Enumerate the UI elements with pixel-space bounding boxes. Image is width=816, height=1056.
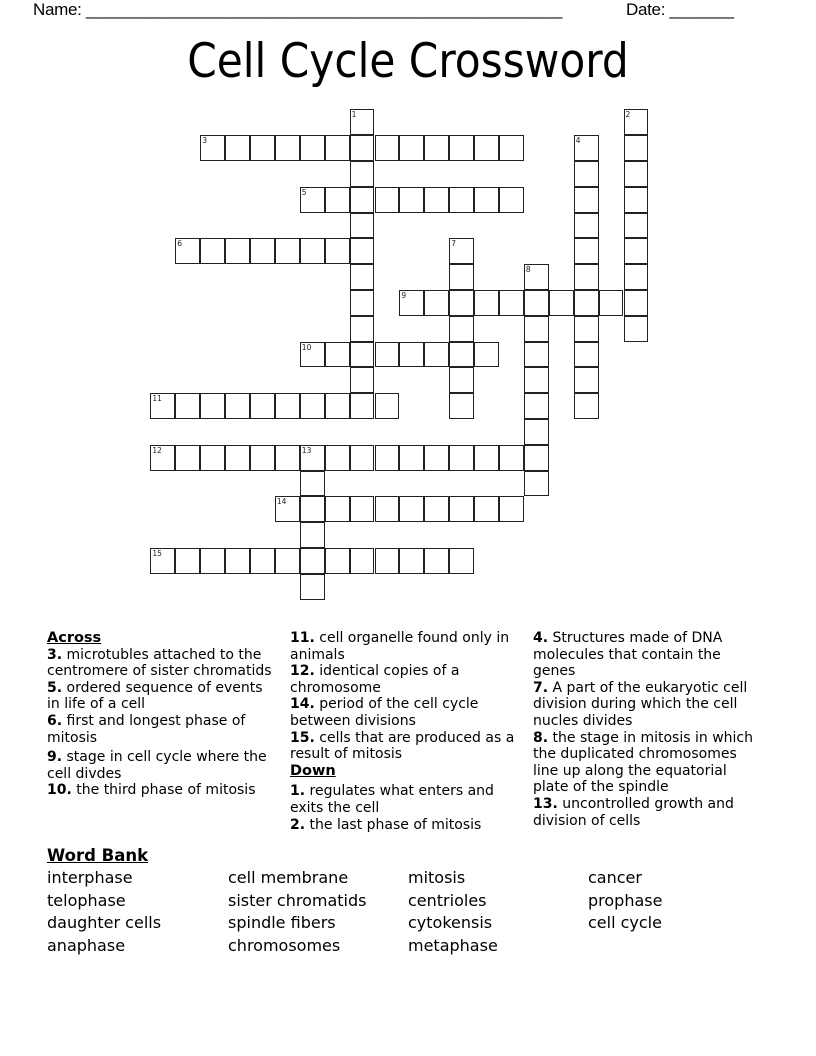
crossword-cell[interactable] <box>325 342 350 368</box>
clue-across-item <box>290 730 522 763</box>
crossword-cell[interactable] <box>350 316 375 342</box>
down-heading: Down <box>290 762 336 779</box>
crossword-cell[interactable] <box>424 135 449 161</box>
word-bank-item: sister chromatids <box>228 890 367 910</box>
clue-across-item <box>47 713 279 746</box>
clue-number-label: 2. <box>290 816 306 833</box>
crossword-cell[interactable] <box>574 393 599 419</box>
crossword-cell[interactable] <box>375 187 400 213</box>
crossword-cell[interactable] <box>375 548 400 574</box>
crossword-cell[interactable] <box>375 342 400 368</box>
clue-text: stage in cell cycle where the cell divdes <box>47 749 267 782</box>
crossword-cell[interactable] <box>325 135 350 161</box>
word-bank-heading: Word Bank <box>47 846 149 865</box>
crossword-cell[interactable] <box>250 548 275 574</box>
word-bank-item: mitosis <box>408 868 466 887</box>
crossword-cell[interactable] <box>150 445 175 471</box>
clue-down-item <box>290 783 522 816</box>
word-bank-column <box>47 867 161 957</box>
word-bank-item: interphase <box>47 868 133 887</box>
clue-number: 2 <box>625 110 631 120</box>
crossword-cell[interactable] <box>524 367 549 393</box>
crossword-cell[interactable] <box>350 213 375 239</box>
crossword-cell[interactable] <box>225 135 250 161</box>
crossword-cell[interactable] <box>225 393 250 419</box>
clue-down-item <box>533 730 765 796</box>
clue-text: period of the cell cycle between divisions <box>290 696 479 729</box>
crossword-cell[interactable] <box>300 471 325 497</box>
clue-number-label: 7. <box>533 679 549 696</box>
crossword-cell[interactable] <box>499 445 524 471</box>
word-bank-item: cell membrane <box>228 868 349 887</box>
clue-number: 5 <box>301 187 307 197</box>
crossword-cell[interactable] <box>449 290 474 316</box>
crossword-cell[interactable] <box>250 393 275 419</box>
clue-across-item <box>290 663 522 696</box>
clue-number: 11 <box>152 394 162 404</box>
clues-column-2 <box>290 630 522 833</box>
clue-down-item <box>533 630 765 680</box>
crossword-cell[interactable] <box>524 471 549 497</box>
crossword-cell[interactable] <box>449 238 474 264</box>
word-bank-column <box>588 867 662 935</box>
crossword-cell[interactable] <box>350 367 375 393</box>
crossword-cell[interactable] <box>300 342 325 368</box>
crossword-cell[interactable] <box>325 238 350 264</box>
crossword-cell[interactable] <box>175 393 200 419</box>
crossword-cell[interactable] <box>350 496 375 522</box>
crossword-cell[interactable] <box>300 187 325 213</box>
clue-across-item <box>47 647 279 680</box>
crossword-cell[interactable] <box>524 419 549 445</box>
crossword-cell[interactable] <box>350 342 375 368</box>
crossword-cell[interactable] <box>350 187 375 213</box>
crossword-cell[interactable] <box>175 445 200 471</box>
crossword-cell[interactable] <box>524 316 549 342</box>
crossword-cell[interactable] <box>474 135 499 161</box>
clue-down-item <box>290 817 522 834</box>
clue-text: microtubles attached to the centromere of sister chromatids <box>47 646 272 680</box>
clue-across-item <box>290 696 522 729</box>
crossword-cell[interactable] <box>499 135 524 161</box>
crossword-cell[interactable] <box>424 342 449 368</box>
crossword-cell[interactable] <box>350 238 375 264</box>
crossword-cell[interactable] <box>599 290 624 316</box>
crossword-cell[interactable] <box>499 187 524 213</box>
crossword-cell[interactable] <box>350 264 375 290</box>
word-bank-item: daughter cells <box>47 913 162 933</box>
clue-number-label: 11. <box>290 630 315 646</box>
crossword-cell[interactable] <box>449 316 474 342</box>
crossword-cell[interactable] <box>350 393 375 419</box>
crossword-cell[interactable] <box>250 135 275 161</box>
clue-text: cells that are produced as a result of mitosis <box>290 729 515 763</box>
crossword-cell[interactable] <box>474 342 499 368</box>
word-bank-item: metaphase <box>408 935 498 955</box>
clue-number-label: 15. <box>290 729 315 746</box>
crossword-cell[interactable] <box>499 290 524 316</box>
clue-number: 8 <box>525 265 531 275</box>
crossword-cell[interactable] <box>524 264 549 290</box>
crossword-cell[interactable] <box>424 548 449 574</box>
clue-number: 7 <box>451 239 456 249</box>
word-bank-item: prophase <box>588 890 663 910</box>
crossword-cell[interactable] <box>250 238 275 264</box>
clue-down-item <box>533 796 765 829</box>
clues-column-1 <box>47 630 279 799</box>
clue-number: 3 <box>202 136 207 146</box>
word-bank-item: cell cycle <box>588 913 662 933</box>
crossword-cell[interactable] <box>399 135 424 161</box>
across-heading: Across <box>47 630 102 646</box>
crossword-cell[interactable] <box>624 290 649 316</box>
crossword-cell[interactable] <box>275 496 300 522</box>
crossword-cell[interactable] <box>200 135 225 161</box>
crossword-cell[interactable] <box>399 496 424 522</box>
crossword-cell[interactable] <box>574 187 599 213</box>
clue-number-label: 5. <box>47 679 63 696</box>
crossword-cell[interactable] <box>624 316 649 342</box>
crossword-cell[interactable] <box>325 445 350 471</box>
clue-across-item <box>47 782 279 799</box>
crossword-cell[interactable] <box>225 445 250 471</box>
crossword-cell[interactable] <box>449 445 474 471</box>
clue-number-label: 13. <box>533 795 558 812</box>
clue-text: ordered sequence of events in life of a cell <box>47 679 263 713</box>
crossword-cell[interactable] <box>375 445 400 471</box>
word-bank-item: telophase <box>47 890 126 910</box>
crossword-cell[interactable] <box>300 445 325 471</box>
clue-down-item <box>533 680 765 730</box>
crossword-cell[interactable] <box>624 161 649 187</box>
crossword-cell[interactable] <box>624 238 649 264</box>
crossword-cell[interactable] <box>499 496 524 522</box>
clue-number-label: 4. <box>533 630 549 646</box>
crossword-cell[interactable] <box>350 290 375 316</box>
word-bank-item: anaphase <box>47 935 126 955</box>
clue-text: regulates what enters and exits the cell <box>290 783 494 816</box>
clue-number: 4 <box>575 136 581 146</box>
crossword-cell[interactable] <box>449 264 474 290</box>
crossword-cell[interactable] <box>574 367 599 393</box>
crossword-cell[interactable] <box>275 445 300 471</box>
crossword-cell[interactable] <box>150 393 175 419</box>
clue-number: 13 <box>301 445 312 455</box>
clue-text: the stage in mitosis in which the duplicated chromosomes line up along the equatorial plate of the spindle <box>533 729 753 796</box>
crossword-cell[interactable] <box>399 342 424 368</box>
crossword-cell[interactable] <box>624 264 649 290</box>
crossword-cell[interactable] <box>574 238 599 264</box>
crossword-cell[interactable] <box>524 393 549 419</box>
crossword-cell[interactable] <box>300 238 325 264</box>
clue-across-item <box>290 630 522 663</box>
crossword-cell[interactable] <box>449 187 474 213</box>
clue-number-label: 6. <box>47 712 63 729</box>
crossword-cell[interactable] <box>375 496 400 522</box>
crossword-cell[interactable] <box>300 548 325 574</box>
crossword-cell[interactable] <box>225 548 250 574</box>
crossword-cell[interactable] <box>624 135 649 161</box>
clue-number: 10 <box>301 342 312 352</box>
crossword-cell[interactable] <box>449 135 474 161</box>
crossword-cell[interactable] <box>449 496 474 522</box>
crossword-cell[interactable] <box>350 445 375 471</box>
crossword-cell[interactable] <box>350 548 375 574</box>
crossword-cell[interactable] <box>574 135 599 161</box>
crossword-cell[interactable] <box>474 187 499 213</box>
crossword-cell[interactable] <box>300 496 325 522</box>
crossword-cell[interactable] <box>474 445 499 471</box>
clue-across-item <box>47 749 279 782</box>
crossword-cell[interactable] <box>275 393 300 419</box>
crossword-cell[interactable] <box>350 161 375 187</box>
crossword-cell[interactable] <box>574 290 599 316</box>
crossword-cell[interactable] <box>574 264 599 290</box>
crossword-cell[interactable] <box>449 548 474 574</box>
clue-text: Structures made of DNA molecules that contain the genes <box>533 630 723 680</box>
crossword-cell[interactable] <box>399 548 424 574</box>
clue-number: 6 <box>177 239 183 249</box>
word-bank-item: chromosomes <box>228 935 341 955</box>
crossword-cell[interactable] <box>300 393 325 419</box>
crossword-cell[interactable] <box>524 342 549 368</box>
crossword-cell[interactable] <box>399 187 424 213</box>
crossword-cell[interactable] <box>250 445 275 471</box>
crossword-cell[interactable] <box>474 496 499 522</box>
page-title: Cell Cycle Crossword <box>187 34 629 89</box>
crossword-cell[interactable] <box>325 187 350 213</box>
clue-number: 9 <box>401 291 407 300</box>
clue-number: 12 <box>152 445 162 455</box>
name-field[interactable]: Name: ____________________________________________________ <box>33 0 563 19</box>
crossword-cell[interactable] <box>524 290 549 316</box>
crossword-cell[interactable] <box>225 238 250 264</box>
clue-text: the last phase of mitosis <box>309 816 482 833</box>
crossword-cell[interactable] <box>524 445 549 471</box>
clue-number-label: 12. <box>290 663 315 680</box>
crossword-cell[interactable] <box>574 342 599 368</box>
clue-number: 1 <box>351 110 357 120</box>
crossword-cell[interactable] <box>300 522 325 548</box>
crossword-cell[interactable] <box>399 445 424 471</box>
clue-text: first and longest phase of mitosis <box>47 712 246 746</box>
crossword-cell[interactable] <box>624 213 649 239</box>
crossword-cell[interactable] <box>200 238 225 264</box>
crossword-cell[interactable] <box>574 213 599 239</box>
clue-text: the third phase of mitosis <box>76 782 256 799</box>
crossword-cell[interactable] <box>275 135 300 161</box>
clue-number-label: 1. <box>290 783 306 800</box>
word-bank-column <box>228 867 366 957</box>
clue-text: uncontrolled growth and division of cells <box>533 795 734 829</box>
crossword-cell[interactable] <box>175 238 200 264</box>
word-bank-item: centrioles <box>408 890 487 910</box>
clues-column-3 <box>533 630 765 829</box>
crossword-cell[interactable] <box>424 496 449 522</box>
crossword-cell[interactable] <box>424 290 449 316</box>
clue-number-label: 8. <box>533 729 549 746</box>
word-bank-column <box>408 867 498 957</box>
crossword-cell[interactable] <box>300 574 325 600</box>
crossword-cell[interactable] <box>449 367 474 393</box>
crossword-cell[interactable] <box>574 316 599 342</box>
crossword-cell[interactable] <box>574 161 599 187</box>
crossword-cell[interactable] <box>375 135 400 161</box>
word-bank-item: cancer <box>588 868 642 887</box>
clue-text: identical copies of a chromosome <box>290 663 460 696</box>
clue-number: 14 <box>276 497 287 507</box>
crossword-cell[interactable] <box>449 393 474 419</box>
crossword-cell[interactable] <box>275 548 300 574</box>
crossword-cell[interactable] <box>375 393 400 419</box>
crossword-cell[interactable] <box>325 496 350 522</box>
clue-number-label: 10. <box>47 782 72 799</box>
date-field[interactable]: Date: _______ <box>626 0 734 19</box>
clue-number-label: 9. <box>47 749 63 766</box>
crossword-cell[interactable] <box>424 187 449 213</box>
crossword-cell[interactable] <box>325 548 350 574</box>
crossword-cell[interactable] <box>300 135 325 161</box>
crossword-cell[interactable] <box>399 290 424 316</box>
crossword-cell[interactable] <box>449 342 474 368</box>
clue-number-label: 3. <box>47 646 63 663</box>
clue-text: A part of the eukaryotic cell division during which the cell nucles divides <box>533 679 748 729</box>
clue-number: 15 <box>152 549 162 558</box>
clue-text: cell organelle found only in animals <box>290 630 510 663</box>
clue-number-label: 14. <box>290 696 315 713</box>
crossword-cell[interactable] <box>424 445 449 471</box>
crossword-cell[interactable] <box>150 548 175 574</box>
crossword-cell[interactable] <box>350 135 375 161</box>
crossword-cell[interactable] <box>325 393 350 419</box>
crossword-cell[interactable] <box>474 290 499 316</box>
crossword-cell[interactable] <box>624 187 649 213</box>
crossword-cell[interactable] <box>624 109 649 135</box>
word-bank-item: spindle fibers <box>228 913 336 933</box>
crossword-cell[interactable] <box>200 393 225 419</box>
crossword-cell[interactable] <box>200 445 225 471</box>
word-bank-item: cytokensis <box>408 913 493 933</box>
crossword-cell[interactable] <box>275 238 300 264</box>
clue-across-item <box>47 680 279 713</box>
crossword-cell[interactable] <box>175 548 200 574</box>
crossword-cell[interactable] <box>549 290 574 316</box>
crossword-cell[interactable] <box>350 109 375 135</box>
crossword-cell[interactable] <box>200 548 225 574</box>
